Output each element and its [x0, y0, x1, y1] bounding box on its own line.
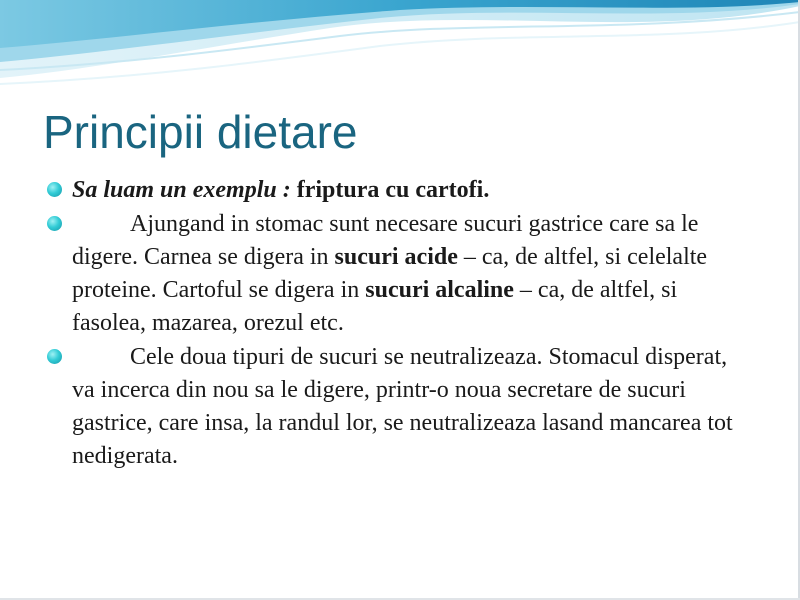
bullet-item-digestion [46, 208, 746, 340]
neutralization-text: Cele doua tipuri de sucuri se neutralizeaza. Stomacul disperat, va incerca din nou sa le digere, printr-o noua secretare de sucuri gastrice, care insa, la randul lor, se neutralizeaza lasand mancarea tot nedigerata. [72, 344, 733, 469]
acid-juices-term: sucuri acide [334, 244, 458, 270]
example-dish-text: friptura cu cartofi. [296, 177, 490, 203]
bullet-dot-icon [47, 182, 62, 197]
bullet-dot-icon [47, 216, 62, 231]
bullet-item-example [46, 174, 746, 207]
example-intro-text: Sa luam un exemplu : [72, 177, 291, 203]
digestion-text-1: Ajungand in stomac sunt necesare sucuri gastrice care sa le digere. Carnea se digera in [72, 211, 699, 270]
header-wave-decoration [0, 0, 800, 110]
bullet-item-neutralization [46, 341, 746, 473]
digestion-text-3: – ca, de altfel, si fasolea, mazarea, orezul etc. [72, 277, 678, 336]
bullet-dot-icon [47, 349, 62, 364]
digestion-text-2: – ca, de altfel, si celelalte proteine. Cartoful se digera in [72, 244, 708, 303]
slide-title: Principii dietare [43, 106, 358, 158]
alkaline-juices-term: sucuri alcaline [365, 277, 514, 303]
bullet-list [46, 174, 746, 474]
